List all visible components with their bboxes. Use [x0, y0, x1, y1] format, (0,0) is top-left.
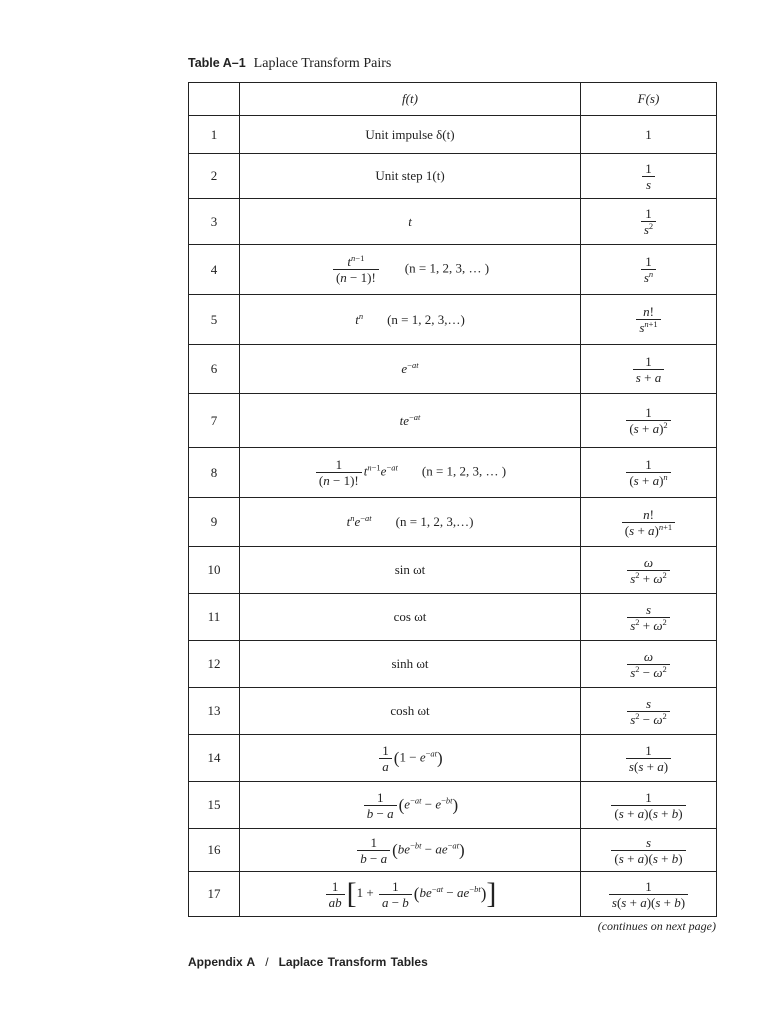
table-row: [189, 345, 717, 394]
row-number: 5: [189, 295, 240, 345]
fs-cell: 1: [581, 116, 717, 154]
row-number: 9: [189, 498, 240, 547]
fs-cell: $\frac{\omega}{s^2 + \omega^2}$: [581, 547, 717, 594]
table-row: [189, 641, 717, 688]
fs-cell: $\frac{1}{s + a}$: [581, 345, 717, 394]
ft-cell: $t^n$ (n = 1, 2, 3,…): [240, 295, 581, 345]
table-header-row: [189, 83, 717, 116]
row-number: 7: [189, 394, 240, 448]
table-row: [189, 688, 717, 735]
table-label: Table A–1: [188, 56, 246, 70]
table-row: [189, 394, 717, 448]
row-number: 15: [189, 782, 240, 829]
row-number: 8: [189, 448, 240, 498]
page-footer: [188, 955, 428, 969]
header-ft: f(t): [240, 83, 581, 116]
ft-cell: Unit step 1(t): [240, 154, 581, 199]
fs-cell: $\frac{1}{s^2}$: [581, 199, 717, 245]
row-number: 12: [189, 641, 240, 688]
table-row: [189, 872, 717, 917]
table-caption: [188, 56, 391, 72]
table-row: [189, 594, 717, 641]
fs-cell: $\frac{1}{(s + a)^2}$: [581, 394, 717, 448]
ft-cell: $\frac{1}{b - a}$ $(be^{-bt} - ae^{-at})$: [240, 829, 581, 872]
ft-cell: $\frac{1}{b - a}$ $(e^{-at} - e^{-bt})$: [240, 782, 581, 829]
row-number: 13: [189, 688, 240, 735]
ft-cell: $e^{-at}$: [240, 345, 581, 394]
table-row: [189, 782, 717, 829]
fs-cell: $\frac{1}{s}$: [581, 154, 717, 199]
row-number: 14: [189, 735, 240, 782]
fs-cell: $\frac{1}{s^n}$: [581, 245, 717, 295]
fs-cell: $\frac{s}{s^2 - \omega^2}$: [581, 688, 717, 735]
fs-cell: $\frac{1}{(s + a)^n}$: [581, 448, 717, 498]
continues-note: (continues on next page): [597, 919, 716, 933]
footer-appendix: Appendix A: [188, 955, 256, 969]
ft-cell: cos ωt: [240, 594, 581, 641]
row-number: 10: [189, 547, 240, 594]
table-row: [189, 498, 717, 547]
fs-cell: $\frac{s}{s^2 + \omega^2}$: [581, 594, 717, 641]
table-row: [189, 154, 717, 199]
header-number-cell: [189, 83, 240, 116]
row-number: 17: [189, 872, 240, 917]
ft-cell: $\frac{1}{a}$ $(1 - e^{-at})$: [240, 735, 581, 782]
header-fs: F(s): [581, 83, 717, 116]
footer-separator: /: [265, 955, 269, 969]
ft-cell: t: [240, 199, 581, 245]
fs-cell: $\frac{\omega}{s^2 - \omega^2}$: [581, 641, 717, 688]
table-row: [189, 245, 717, 295]
fs-cell: $\frac{s}{(s + a)(s + b)}$: [581, 829, 717, 872]
table-row: [189, 295, 717, 345]
table-title: Laplace Transform Pairs: [253, 56, 392, 71]
fs-cell: $\frac{n!}{(s + a)^{n+1}}$: [581, 498, 717, 547]
row-number: 1: [189, 116, 240, 154]
fs-cell: $\frac{n!}{s^{n+1}}$: [581, 295, 717, 345]
row-number: 3: [189, 199, 240, 245]
table-row: [189, 547, 717, 594]
ft-cell: $te^{-at}$: [240, 394, 581, 448]
ft-cell: $\frac{1}{(n - 1)!}$ $t^{n-1}e^{-at}$ (n = 1, 2, 3, … ): [240, 448, 581, 498]
ft-cell: $t^ne^{-at}$ (n = 1, 2, 3,…): [240, 498, 581, 547]
table-row: [189, 199, 717, 245]
ft-cell: sinh ωt: [240, 641, 581, 688]
row-number: 2: [189, 154, 240, 199]
fs-cell: $\frac{1}{(s + a)(s + b)}$: [581, 782, 717, 829]
ft-cell: $\frac{1}{ab}$ [1 + $\frac{1}{a - b}$ $(be^{-at} - ae^{-bt})$]: [240, 872, 581, 917]
ft-cell: Unit impulse δ(t): [240, 116, 581, 154]
fs-cell: $\frac{1}{s(s + a)(s + b)}$: [581, 872, 717, 917]
ft-cell: $\frac{t^{n-1}}{(n - 1)!}$ (n = 1, 2, 3, … ): [240, 245, 581, 295]
row-number: 16: [189, 829, 240, 872]
table-row: [189, 448, 717, 498]
fs-cell: $\frac{1}{s(s + a)}$: [581, 735, 717, 782]
row-number: 4: [189, 245, 240, 295]
ft-cell: sin ωt: [240, 547, 581, 594]
ft-cell: cosh ωt: [240, 688, 581, 735]
row-number: 11: [189, 594, 240, 641]
laplace-table: [188, 82, 717, 917]
row-number: 6: [189, 345, 240, 394]
table-row: [189, 735, 717, 782]
footer-title: Laplace Transform Tables: [278, 955, 428, 969]
table-row: [189, 829, 717, 872]
table-row: [189, 116, 717, 154]
